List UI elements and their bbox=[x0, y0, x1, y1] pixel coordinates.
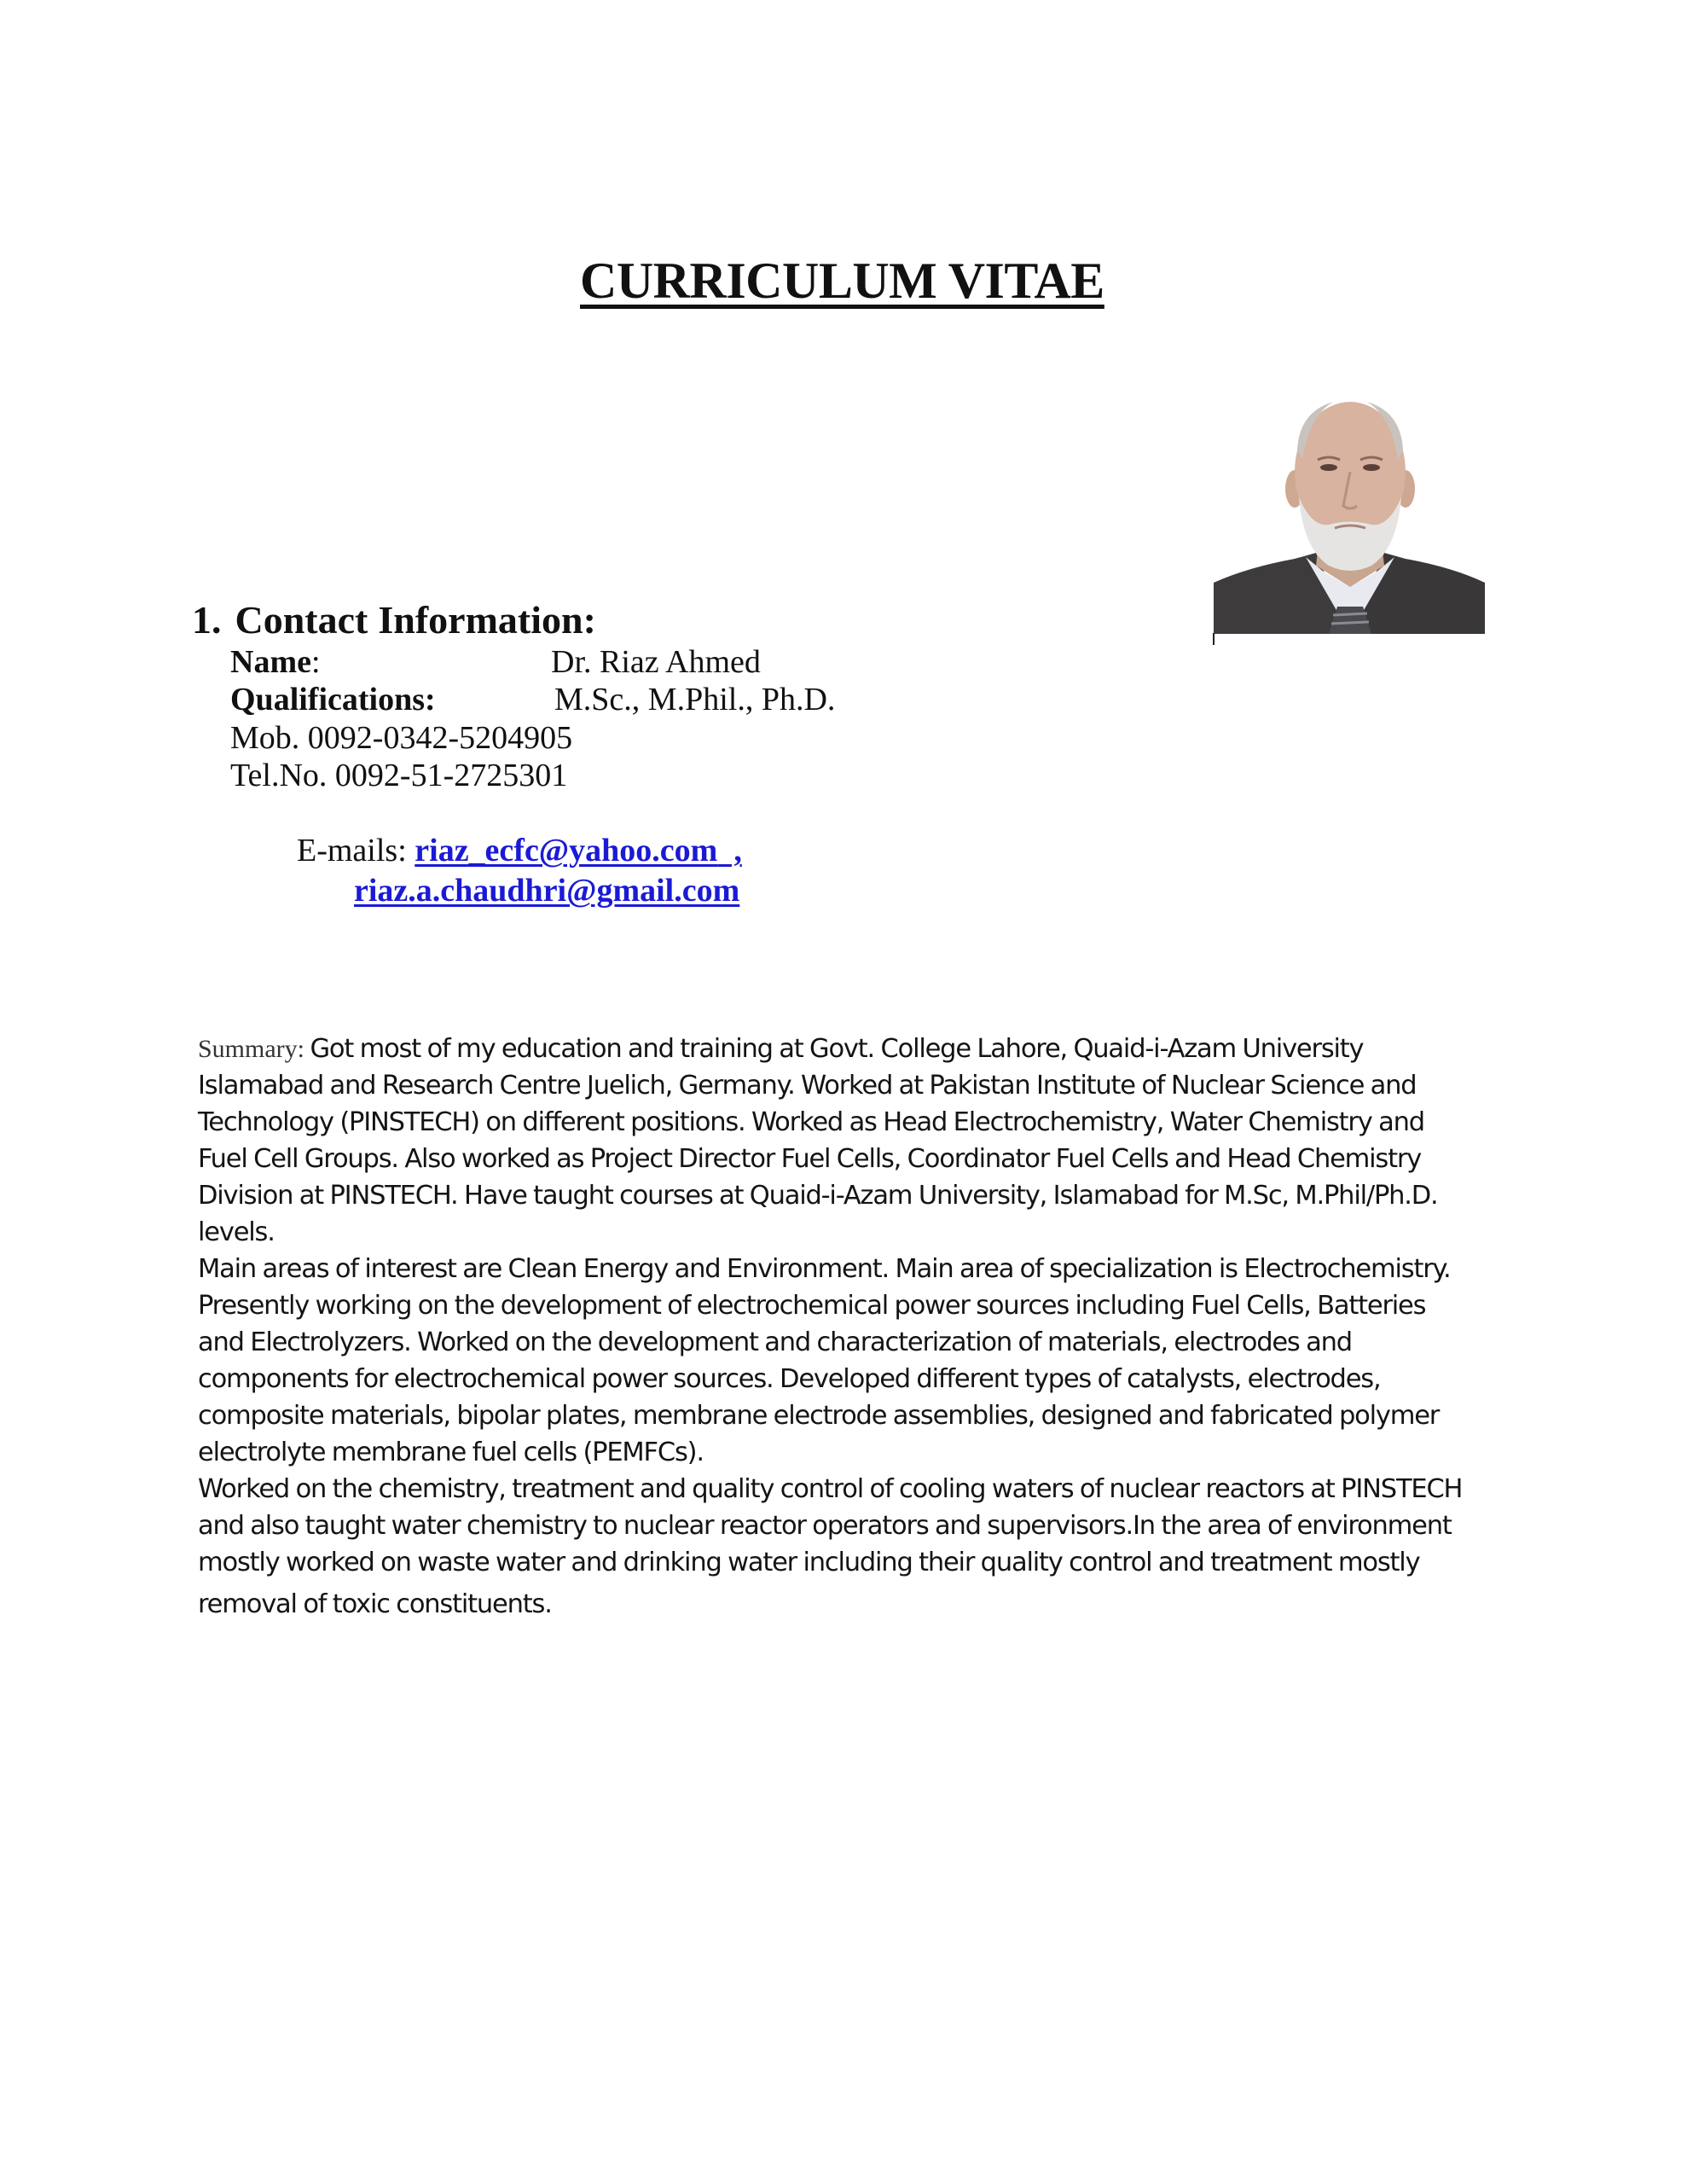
summary-line: mostly worked on waste water and drinking water including their quality control and treatment mostly bbox=[198, 1548, 1420, 1577]
summary-line: and also taught water chemistry to nuclear reactor operators and supervisors.In the area of environment bbox=[198, 1511, 1452, 1541]
mobile-number: Mob. 0092-0342-5204905 bbox=[230, 720, 573, 756]
summary-line: Presently working on the development of electrochemical power sources including Fuel Cells, Batteries bbox=[198, 1291, 1426, 1321]
summary-line: Main areas of interest are Clean Energy and Environment. Main area of specialization is Electrochemistry. bbox=[198, 1254, 1451, 1284]
section-heading-contact bbox=[192, 597, 596, 642]
summary-line: components for electrochemical power sources. Developed different types of catalysts, electrodes, bbox=[198, 1364, 1381, 1394]
qualifications-label: Qualifications: bbox=[230, 682, 436, 717]
summary-line bbox=[198, 1031, 1511, 1067]
summary-line: Technology (PINSTECH) on different positions. Worked as Head Electrochemistry, Water Chemistry and bbox=[198, 1107, 1424, 1137]
summary-text: Got most of my education and training at Govt. College Lahore, Quaid-i-Azam University bbox=[310, 1034, 1364, 1064]
email-link-yahoo[interactable]: riaz_ecfc@yahoo.com bbox=[415, 833, 718, 868]
heading-word-contact: Contact bbox=[235, 598, 368, 642]
portrait-photo-icon bbox=[1214, 378, 1485, 634]
name-value: Dr. Riaz Ahmed bbox=[551, 644, 761, 680]
summary-paragraph bbox=[198, 1031, 1511, 1623]
summary-line: Division at PINSTECH. Have taught courses at Quaid-i-Azam University, Islamabad for M.Sc, M.Phil/Ph.D. bbox=[198, 1181, 1438, 1211]
emails-row bbox=[297, 832, 742, 869]
telephone-number: Tel.No. 0092-51-2725301 bbox=[230, 758, 568, 793]
summary-line: Islamabad and Research Centre Juelich, Germany. Worked at Pakistan Institute of Nuclear Science and bbox=[198, 1071, 1417, 1101]
profile-photo bbox=[1214, 378, 1485, 634]
page-title: CURRICULUM VITAE bbox=[580, 253, 1104, 309]
summary-label: Summary: bbox=[198, 1035, 310, 1063]
heading-word-information: Information: bbox=[378, 598, 596, 642]
emails-row-2 bbox=[354, 872, 739, 909]
summary-line: Worked on the chemistry, treatment and quality control of cooling waters of nuclear reactors at PINSTECH bbox=[198, 1474, 1463, 1504]
email-separator: , bbox=[717, 833, 742, 868]
section-number: 1. bbox=[192, 598, 222, 642]
summary-line: electrolyte membrane fuel cells (PEMFCs). bbox=[198, 1438, 704, 1467]
summary-line: and Electrolyzers. Worked on the development and characterization of materials, electrodes and bbox=[198, 1327, 1352, 1357]
emails-label: E-mails: bbox=[297, 833, 415, 868]
summary-line: removal of toxic constituents. bbox=[198, 1589, 552, 1619]
contact-qualifications-row bbox=[230, 681, 836, 718]
text-cursor bbox=[1213, 633, 1215, 645]
qualifications-value: M.Sc., M.Phil., Ph.D. bbox=[554, 682, 836, 717]
contact-name-row bbox=[230, 643, 761, 681]
email-link-gmail[interactable]: riaz.a.chaudhri@gmail.com bbox=[354, 873, 740, 909]
summary-line: composite materials, bipolar plates, membrane electrode assemblies, designed and fabricated polymer bbox=[198, 1401, 1440, 1431]
summary-line: Fuel Cell Groups. Also worked as Project Director Fuel Cells, Coordinator Fuel Cells and Head Chemistry bbox=[198, 1144, 1422, 1174]
name-label: Name bbox=[230, 644, 311, 680]
summary-line: levels. bbox=[198, 1217, 275, 1247]
name-colon: : bbox=[310, 644, 321, 680]
